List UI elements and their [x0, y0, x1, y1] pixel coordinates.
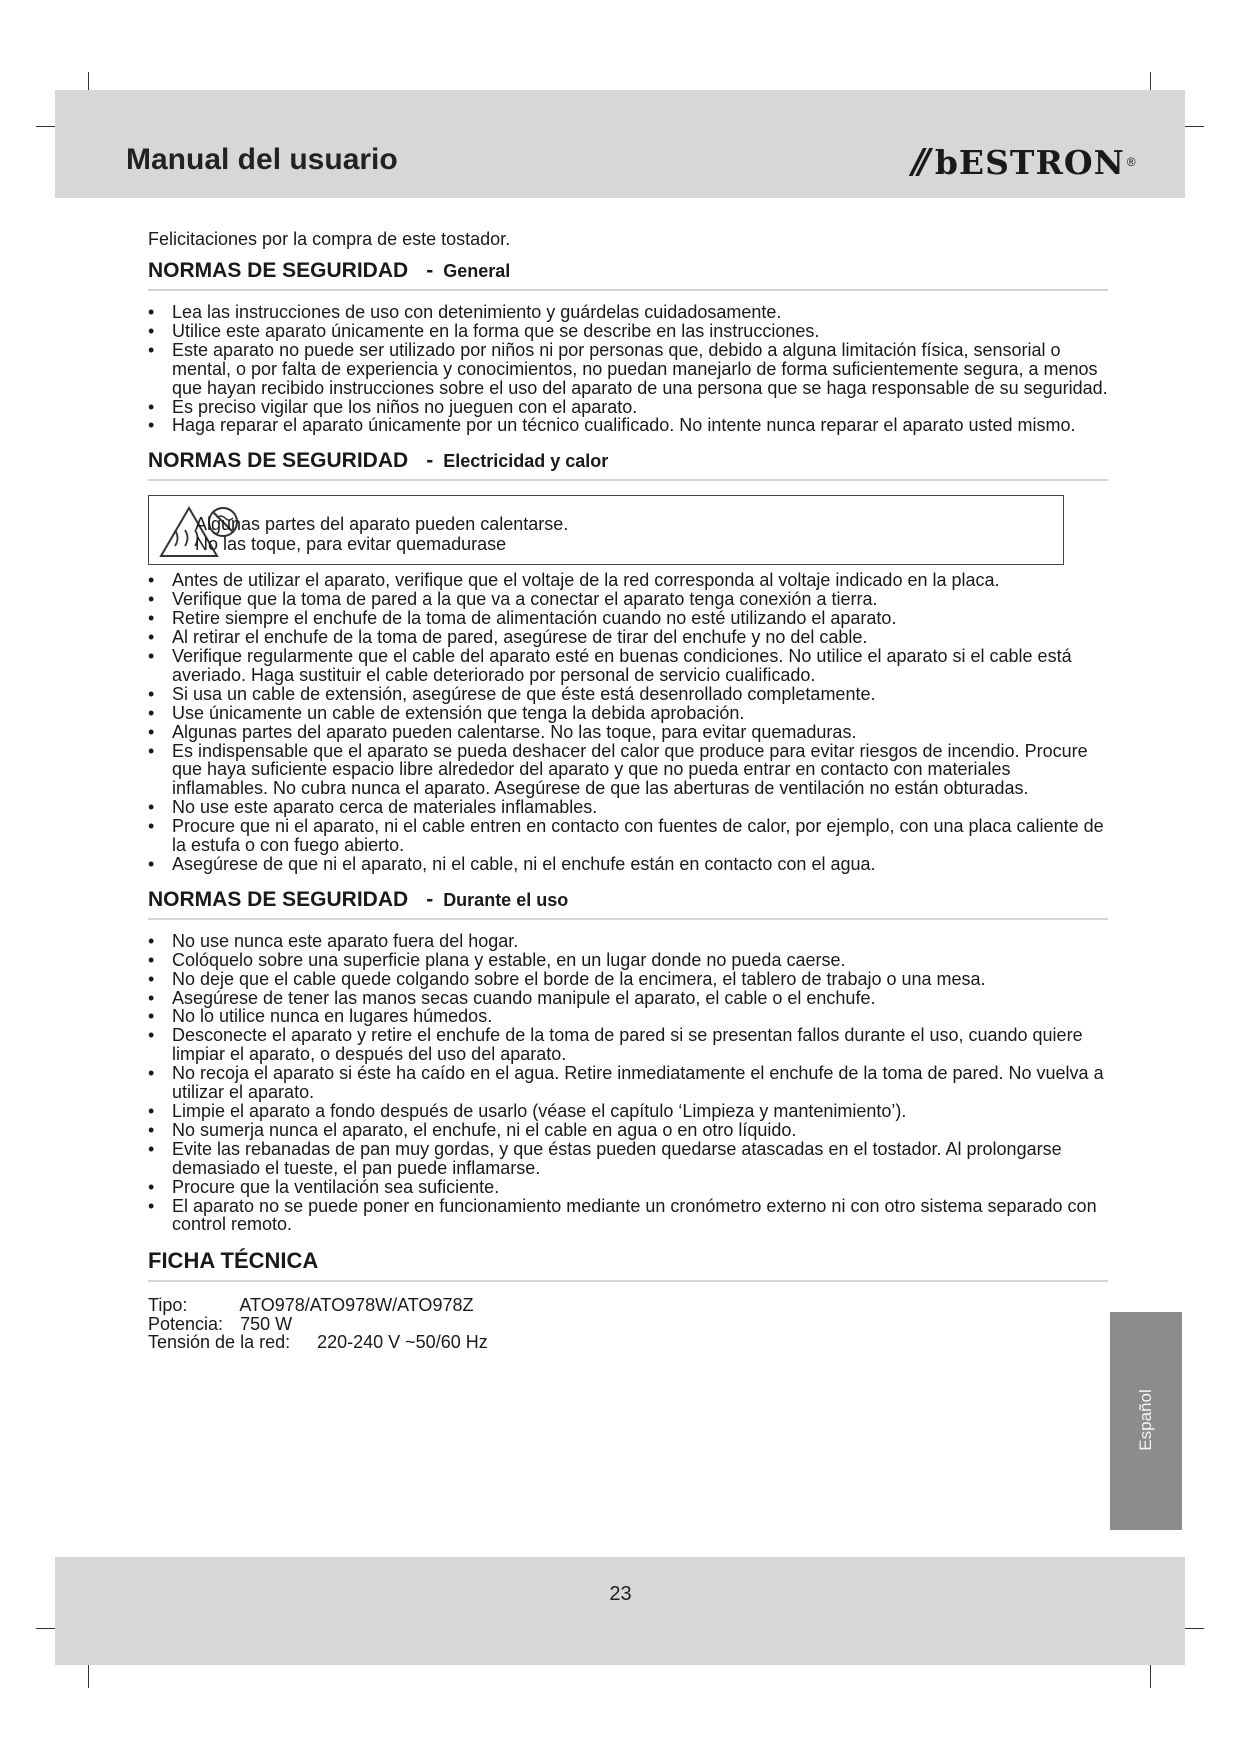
list-item: • Use únicamente un cable de extensión que tenga la debida aprobación.	[148, 702, 745, 723]
section-title: NORMAS DE SEGURIDAD	[148, 449, 409, 473]
rules-list-general	[148, 303, 1108, 435]
section-subtitle: General	[443, 261, 511, 281]
spec-label: Tensión de la red:	[148, 1332, 291, 1353]
list-item: • Lea las instrucciones de uso con detenimiento y guárdelas cuidadosamente.	[148, 302, 782, 322]
list-item: • No lo utilice nunca en lugares húmedos.	[148, 1006, 493, 1027]
warning-line: No las toque, para evitar quemadurase	[195, 534, 507, 555]
list-item: • Asegúrese de tener las manos secas cuando manipule el aparato, el cable o el enchufe.	[148, 987, 876, 1008]
list-item: • Limpie el aparato a fondo después de usarlo (véase el capítulo ‘Limpieza y mantenimiento’).	[148, 1101, 907, 1121]
section-dash: -	[426, 887, 434, 911]
rules-list-usage	[148, 932, 1108, 1235]
section-heading-general	[148, 259, 1108, 291]
main-content	[148, 228, 1108, 1352]
section-dash: -	[426, 259, 434, 282]
list-item: • Desconecte el aparato y retire el enchufe de la toma de pared si se presentan fallos durante el uso, cuando quiere limpiar el aparato, o después del uso del aparato.	[148, 1025, 1083, 1065]
intro-text: Felicitaciones por la compra de este tostador.	[148, 229, 511, 249]
list-item: • No sumerja nunca el aparato, el enchufe, ni el cable en agua o en otro líquido.	[148, 1119, 797, 1140]
list-item: • Verifique regularmente que el cable del aparato esté en buenas condiciones. No utilice el aparato si el cable está averiado. Haga sustituir el cable deteriorado por personal de servicio cualificado.	[148, 645, 1072, 685]
list-item: • Al retirar el enchufe de la toma de pared, asegúrese de tirar del enchufe y no del cable.	[148, 627, 868, 648]
warning-line: Algunas partes del aparato pueden calentarse.	[195, 514, 569, 535]
list-item: • No use este aparato cerca de materiales inflamables.	[148, 797, 598, 818]
section-subtitle: Durante el uso	[443, 889, 569, 910]
manual-title: Manual del usuario	[126, 143, 398, 176]
bestron-logo	[912, 140, 1136, 184]
rules-list-electric	[148, 571, 1108, 874]
spec-heading: FICHA TÉCNICA	[148, 1248, 1108, 1282]
spec-block	[148, 1296, 1108, 1352]
list-item: • Es preciso vigilar que los niños no jueguen con el aparato.	[148, 396, 638, 417]
section-heading-electric	[148, 449, 1108, 481]
spec-value: 220-240 V ~50/60 Hz	[317, 1332, 488, 1353]
section-subtitle: Electricidad y calor	[443, 451, 609, 472]
list-item: • No deje que el cable quede colgando sobre el borde de la encimera, el tablero de trabajo o una mesa.	[148, 968, 986, 989]
language-label: Español	[1136, 1389, 1155, 1451]
section-title: NORMAS DE SEGURIDAD	[148, 259, 409, 282]
page-number: 23	[609, 1583, 632, 1605]
spec-row-tension	[148, 1333, 1108, 1352]
list-item: • Verifique que la toma de pared a la que va a conectar el aparato tenga conexión a tierra.	[148, 589, 878, 610]
logo-text: bESTRON	[934, 142, 1125, 182]
section-title: NORMAS DE SEGURIDAD	[148, 887, 409, 911]
warning-text	[195, 514, 568, 554]
list-item: • Es indispensable que el aparato se pueda deshacer del calor que produce para evitar riesgos de incendio. Procure que haya suficiente espacio libre alrededor del aparato y que no pueda entrar en contacto con materiales inflamables. No cubra nunca el aparato. Asegúrese de que las aberturas de ventilación no están obturadas.	[148, 740, 1088, 799]
list-item: • Antes de utilizar el aparato, verifique que el voltaje de la red corresponda al voltaje indicado en la placa.	[148, 570, 1000, 591]
list-item: • Colóquelo sobre una superficie plana y estable, en un lugar donde no pueda caerse.	[148, 949, 846, 970]
logo-mark-icon: //	[912, 142, 925, 182]
spec-label: Tipo:	[148, 1295, 188, 1316]
list-item: • Procure que ni el aparato, ni el cable entren en contacto con fuentes de calor, por ejemplo, con una placa caliente de la estufa o con fuego abierto.	[148, 816, 1104, 856]
spec-value: 750 W	[240, 1313, 293, 1334]
spec-row-potencia	[148, 1315, 1108, 1334]
warning-box	[148, 495, 1064, 565]
list-item: • Utilice este aparato únicamente en la forma que se describe en las instrucciones.	[148, 320, 820, 341]
list-item: • Retire siempre el enchufe de la toma de alimentación cuando no esté utilizando el aparato.	[148, 608, 897, 629]
logo-registered-mark: ®	[1126, 155, 1136, 169]
spec-value: ATO978/ATO978W/ATO978Z	[239, 1295, 474, 1316]
list-item: • Si usa un cable de extensión, asegúrese de que éste está desenrollado completamente.	[148, 683, 876, 704]
list-item: • El aparato no se puede poner en funcionamiento mediante un cronómetro externo ni con otro sistema separado con control remoto.	[148, 1195, 1097, 1235]
list-item: • Haga reparar el aparato únicamente por un técnico cualificado. No intente nunca reparar el aparato usted mismo.	[148, 415, 1076, 436]
list-item: • No recoja el aparato si éste ha caído en el agua. Retire inmediatamente el enchufe de la toma de pared. No vuelva a utilizar el aparato.	[148, 1063, 1104, 1103]
spec-row-tipo	[148, 1296, 1108, 1315]
spec-label: Potencia:	[148, 1313, 224, 1334]
list-item: • Este aparato no puede ser utilizado por niños ni por personas que, debido a alguna limitación física, sensorial o mental, o por falta de experiencia y conocimientos, no puedan manejarlo de forma suficientemente segura, a menos que hayan recibido instrucciones sobre el uso del aparato de una persona que se haga responsable de su seguridad.	[148, 339, 1108, 398]
list-item: • Asegúrese de que ni el aparato, ni el cable, ni el enchufe están en contacto con el agua.	[148, 853, 876, 874]
section-heading-usage	[148, 888, 1108, 920]
section-dash: -	[426, 449, 434, 473]
list-item: • No use nunca este aparato fuera del hogar.	[148, 930, 519, 951]
list-item: • Procure que la ventilación sea suficiente.	[148, 1176, 500, 1197]
footer-band	[55, 1557, 1185, 1665]
list-item: • Algunas partes del aparato pueden calentarse. No las toque, para evitar quemaduras.	[148, 721, 857, 742]
list-item: • Evite las rebanadas de pan muy gordas, y que éstas pueden quedarse atascadas en el tostador. Al prolongarse demasiado el tueste, el pan puede inflamarse.	[148, 1138, 1062, 1178]
